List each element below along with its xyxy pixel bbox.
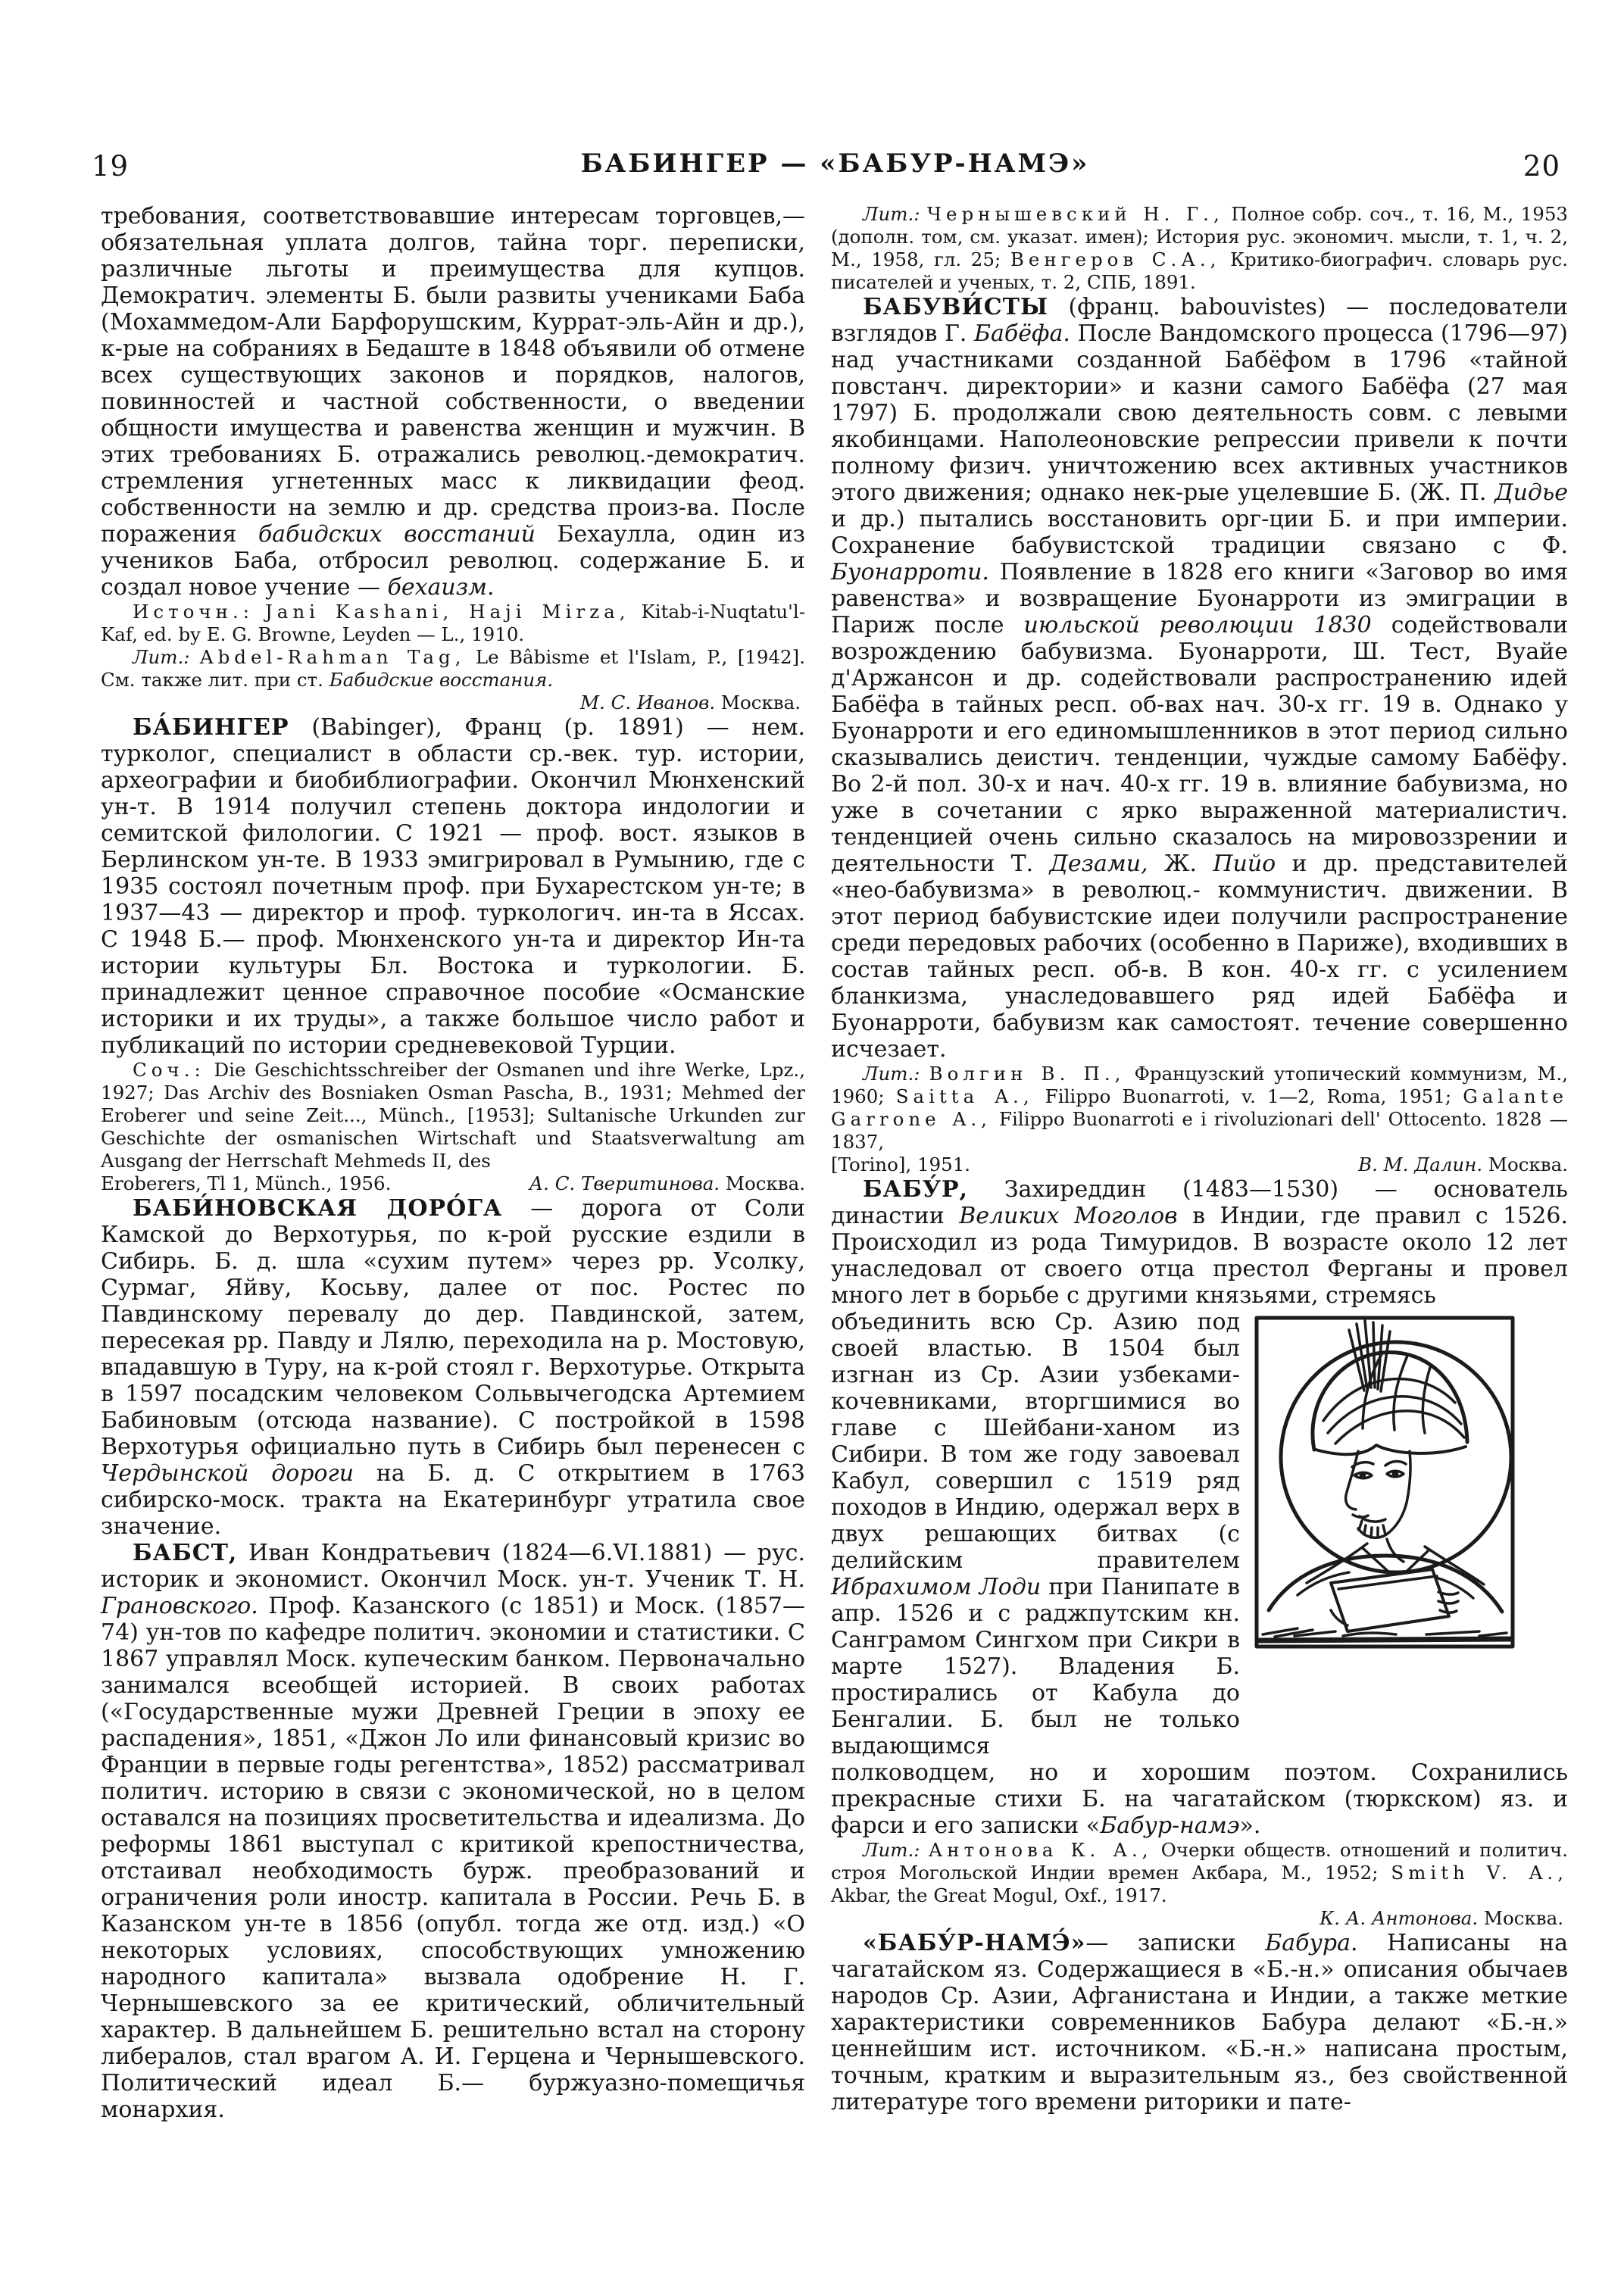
babinger-works-tail: Eroberers, Tl 1, Münch., 1956. — [101, 1172, 392, 1194]
babur-portrait-figure — [1252, 1313, 1520, 1662]
babur-author-signature: К. А. Антонова. Москва. — [1320, 1907, 1563, 1929]
column-right — [831, 203, 1568, 2115]
article-babinovskaya-doroga: БАБИ́НОВСКАЯ ДОРО́ГА — дорога от Соли Камской до Верхотурья, по к-рой русские ездили в Сибирь. Б. д. шла «сухим путем» через рр. Усолку, Сурмаг, Яйву, Косьву, далее от пос. Ростес по Павдинскому перевалу до дер. Павдинской, затем, пересекая рр. Павду и Лялю, переходила на р. Мостовую, впадавшую в Туру, на к-рой стоял г. Верхотурье. Открыта в 1597 посадским человеком Сольвычегодска Артемием Бабиновым (отсюда название). С постройкой в 1598 Верхотурья официально путь в Сибирь был перенесен с Чердынской дороги на Б. д. С открытием в 1763 сибирско-моск. тракта на Екатеринбург утратила свое значение. — [101, 1195, 805, 1540]
babst-literature-line: Лит.: Чернышевский Н. Г., Полное собр. соч., т. 16, М., 1953 (дополн. том, см. указат. имен); История рус. экономич. мысли, т. 1, ч. 2, М., 1958, гл. 25; Венгеров С.А., Критико-биографич. словарь рус. писателей и ученых, т. 2, СПБ, 1891. — [831, 203, 1568, 293]
running-title: БАБИНГЕР — «БАБУР-НАМЭ» — [580, 148, 1090, 179]
babinger-works-line: Соч.: Die Geschichtsschreiber der Osmanen und ihre Werke, Lpz., 1927; Das Archiv des Bosniaken Osman Pascha, B., 1931; Mehmed der Eroberer und seine Zeit..., Münch., [1953]; Sultanische Urkunden zur Geschichte der osmanischen Wirtschaft und Staatsverwaltung am Ausgang der Herrschaft Mehmeds II, des — [101, 1059, 805, 1172]
article-babizm-continuation: требования, соответствовавшие интересам торговцев,— обязательная уплата долгов, тайна торг. переписки, различные льготы и преимущества для купцов. Демократич. элементы Б. были развиты учениками Баба (Мохаммедом-Али Барфорушским, Куррат-эль-Айн и др.), к-рые на собраниях в Бедаште в 1848 объявили об отмене всех существующих законов и порядков, налогов, повинностей и частной собственности, о введении общности имущества и равенства женщин и мужчин. В этих требованиях Б. отражались революц.-демократич. стремления угнетенных масс к ликвидации феод. собственности на землю и др. средства произ-ва. После поражения бабидских восстаний Бехаулла, один из учеников Баба, отбросил революц. содержание Б. и создал новое учение — бехаизм. — [101, 203, 805, 601]
column-left — [101, 203, 805, 2123]
babuvisty-literature-tail: [Torino], 1951. — [831, 1153, 971, 1175]
babur-wrap-section — [831, 1309, 1568, 1759]
running-head — [92, 148, 1568, 191]
babinger-works-lastline — [101, 1172, 805, 1195]
article-babur-narrow-text: объединить всю Ср. Азию под своей властью. В 1504 был изгнан из Ср. Азии узбеками-кочевниками, вторгшимися во главе с Шейбани-ханом из Сибири. В том же году завоевал Кабул, совершил с 1519 ряд походов в Индию, одержал верх в двух решающих битвах (с делийским правителем Ибрахимом Лоди при Панипате в апр. 1526 и с раджпутским кн. Санграмом Сингхом при Сикри в марте 1527). Владения Б. простирались от Кабула до Бенгалии. Б. был не только выдающимся — [831, 1309, 1241, 1759]
babur-portrait-engraving — [1252, 1313, 1520, 1662]
article-babur-intro: БАБУ́Р, Захиреддин (1483—1530) — основатель династии Великих Моголов в Индии, где правил с 1526. Происходил из рода Тимуридов. В возрасте около 12 лет унаследовал от своего отца престол Ферганы и провел много лет в борьбе с другими князьями, стремясь — [831, 1176, 1568, 1309]
article-babinger: БА́БИНГЕР (Babinger), Франц (р. 1891) — нем. турколог, специалист в области ср.-век. тур. истории, археографии и биобиблиографии. Окончил Мюнхенский ун-т. В 1914 получил степень доктора индологии и семитской филологии. С 1921 — проф. вост. языков в Берлинском ун-те. В 1933 эмигрировал в Румынию, где с 1935 состоял почетным проф. при Бухарестском ун-те; в 1937—43 — директор и проф. туркологич. ин-та в Яссах. С 1948 Б.— проф. Мюнхенского ун-та и директор Ин-та истории культуры Бл. Востока и туркологии. Б. принадлежит ценное справочное пособие «Османские историки и их труды», а также большое число работ и публикаций по истории средневековой Турции. — [101, 714, 805, 1059]
babizm-sources-line: Источн.: Jani Kashani, Haji Mirza, Kitab-i-Nuqtatu'l-Kaf, ed. by E. G. Browne, Leyden — L., 1910. — [101, 601, 805, 645]
babuvisty-literature-lastline — [831, 1153, 1568, 1176]
article-babuvisty: БАБУВИ́СТЫ (франц. babouvistes) — последователи взглядов Г. Бабёфа. После Вандомского процесса (1796—97) над участниками созданной Бабёфом в 1796 «тайной повстанч. директории» и казни самого Бабёфа (27 мая 1797) Б. продолжали свою деятельность совм. с левыми якобинцами. Наполеоновские репрессии привели к почти полному физич. уничтожению всех активных участников этого движения; однако нек-рые уцелевшие Б. (Ж. П. Дидье и др.) пытались восстановить орг-ции Б. и при империи. Сохранение бабувистской традиции связано с Ф. Буонарроти. Появление в 1828 его книги «Заговор во имя равенства» и возвращение Буонарроти из эмиграции в Париж после июльской революции 1830 содействовали возрождению бабувизма. Буонарроти, Ш. Тест, Вуайе д'Аржансон и др. содействовали распространению идей Бабёфа в тайных респ. об-вах нач. 30-х гг. 19 в. Однако у Буонарроти и его единомышленников в этот период сильно сказывались деистич. тенденции, чуждые самому Бабёфу. Во 2-й пол. 30-х и нач. 40-х гг. 19 в. влияние бабувизма, но уже в сочетании с ярко выраженной материалистич. тенденцией очень сильно сказалось на мировоззрении и деятельности Т. Дезами, Ж. Пийо и др. представителей «нео-бабувизма» в революц.- коммунистич. движении. В этот период бабувистские идеи получили распространение среди передовых рабочих (особенно в Париже), входивших в состав тайных респ. об-в. В кон. 40-х гг. с усилением бланкизма, унаследовавшего ряд идей Бабёфа и Буонарроти, бабувизм как самостоят. течение совершенно исчезает. — [831, 294, 1568, 1063]
babinger-author-signature: А. С. Тверитинова. Москва. — [529, 1172, 805, 1194]
babuvisty-literature-line: Лит.: Волгин В. П., Французский утопический коммунизм, М., 1960; Saitta A., Filippo Buonarroti, v. 1—2, Roma, 1951; Galante Garrone A., Filippo Buonarroti e i rivoluzionari dell' Ottocento. 1828 — 1837, — [831, 1063, 1569, 1153]
article-babur-tail: полководцем, но и хорошим поэтом. Сохранились прекрасные стихи Б. на чагатайском (тюркском) яз. и фарси и его записки «Бабур-намэ». — [831, 1759, 1568, 1839]
article-baburname: «БАБУ́Р-НАМЭ́»— записки Бабура. Написаны на чагатайском яз. Содержащиеся в «Б.-н.» описания обычаев народов Ср. Азии, Афганистана и Индии, а также меткие характеристики современников Бабура делают «Б.-н.» ценнейшим ист. источником. «Б.-н.» написана простым, точным, кратким и выразительным яз., без свойственной литературе того времени риторики и пате- — [831, 1930, 1569, 2115]
babizm-literature-line: Лит.: Abdel-Rahman Tag, Le Bâbisme et l'Islam, P., [1942]. См. также лит. при ст. Бабидские восстания. — [101, 646, 805, 691]
article-babst: БАБСТ, Иван Кондратьевич (1824—6.VI.1881) — рус. историк и экономист. Окончил Моск. ун-т. Ученик Т. Н. Грановского. Проф. Казанского (с 1851) и Моск. (1857—74) ун-тов по кафедре политич. экономии и статистики. С 1867 управлял Моск. купеческим банком. Первоначально занимался всеобщей историей. В своих работах («Государственные мужи Древней Греции в эпоху ее распадения», 1851, «Джон Ло или финансовый кризис во Франции в первые годы регентства», 1852) рассматривал политич. историю в связи с экономической, но в целом оставался на позициях просветительства и идеализма. До реформы 1861 выступал с критикой крепостничества, отстаивал необходимость бурж. преобразований и ограничения роли иностр. капитала в России. Речь Б. в Казанском ун-те в 1856 (опубл. тогда же отд. изд.) «О некоторых условиях, способствующих умножению народного капитала» вызвала одобрение Н. Г. Чернышевского за ее критический, обличительный характер. В дальнейшем Б. решительно встал на сторону либералов, стал врагом А. И. Герцена и Чернышевского. Политический идеал Б.— буржуазно-помещичья монархия. — [101, 1540, 805, 2123]
babizm-author-signature: М. С. Иванов. Москва. — [579, 691, 801, 713]
babuvisty-author-signature: В. М. Далин. Москва. — [1358, 1153, 1568, 1175]
page-number-left: 19 — [92, 150, 130, 183]
page-number-right: 20 — [1522, 150, 1560, 183]
babur-literature-line: Лит.: Антонова К. А., Очерки обществ. отношений и политич. строя Могольской Индии времен Акбара, М., 1952; Smith V. A., Akbar, the Great Mogul, Oxf., 1917. — [831, 1839, 1569, 1906]
